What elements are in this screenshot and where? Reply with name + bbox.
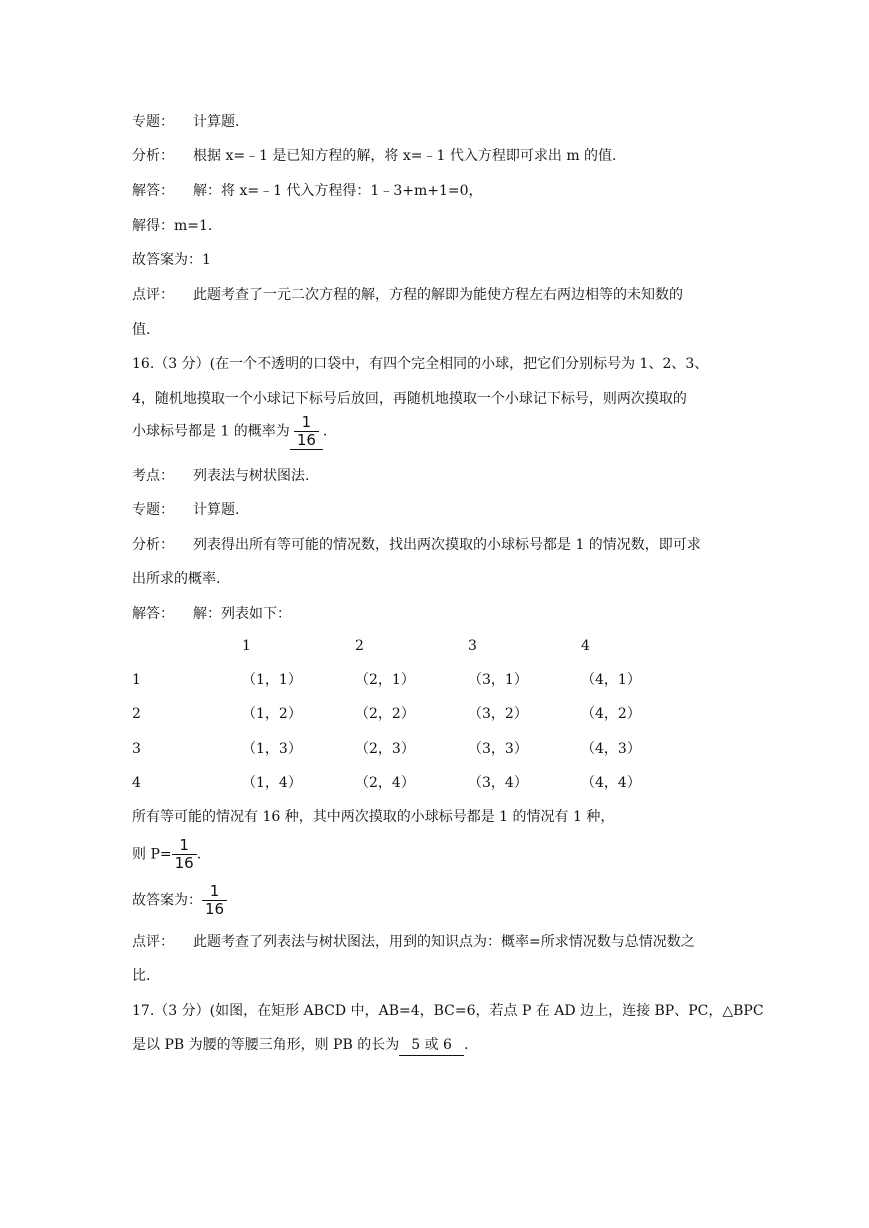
fraction-numerator: 1 (179, 836, 189, 854)
q16-summary-line: 所有等可能的情况有 16 种，其中两次摸取的小球标号都是 1 的情况有 1 种， (132, 809, 615, 825)
answer-blank (290, 414, 323, 450)
table-cell: （4，3） (581, 741, 641, 757)
table-cell: （4，4） (581, 775, 641, 791)
comment-label: 点评： (132, 287, 174, 303)
q16-topic-line (132, 500, 239, 520)
q15-topic-line (132, 112, 239, 132)
q17-stem-end: . (463, 1037, 469, 1053)
table-cell: （2，3） (355, 741, 415, 757)
q16-stem-line-3 (132, 414, 327, 450)
table-cell: （3，3） (468, 741, 528, 757)
fraction-numerator: 1 (209, 882, 220, 900)
comment-text: 此题考查了一元二次方程的解，方程的解即为能使方程左右两边相等的未知数的 (193, 287, 683, 303)
analysis-text: 根据 x=﹣1 是已知方程的解，将 x=﹣1 代入方程即可求出 m 的值. (193, 148, 617, 164)
table-cell: （3，4） (468, 775, 528, 791)
table-cell: （3，2） (468, 706, 528, 722)
topic-label: 专题： (132, 502, 174, 518)
answer-blank: 5 或 6 (399, 1035, 464, 1056)
table-row-label: 1 (132, 672, 141, 688)
answer-prefix: 故答案为： (132, 892, 202, 909)
q15-answer-line: 故答案为：1 (132, 252, 211, 268)
comment-text: 此题考查了列表法与树状图法，用到的知识点为：概率=所求情况数与总情况数之 (193, 934, 695, 950)
analysis-text: 列表得出所有等可能的情况数，找出两次摸取的小球标号都是 1 的情况数，即可求 (193, 537, 701, 553)
table-row-label: 3 (132, 741, 141, 757)
table-cell: （4，1） (581, 672, 641, 688)
table-cell: （2，1） (355, 672, 415, 688)
table-header-cell: 2 (355, 638, 364, 654)
q16-stem-line-2: 4，随机地摸取一个小球记下标号后放回，再随机地摸取一个小球记下标号，则两次摸取的 (132, 391, 687, 407)
solution-text: 解：将 x=﹣1 代入方程得：1﹣3+m+1=0， (193, 183, 483, 199)
point-text: 列表法与树状图法. (193, 468, 310, 484)
q16-stem-line-1: 16.（3 分）(在一个不透明的口袋中，有四个完全相同的小球，把它们分别标号为 1、2、3、 (132, 356, 709, 372)
comment-label: 点评： (132, 934, 174, 950)
q16-solution-line (132, 604, 291, 624)
fraction-numerator: 1 (301, 413, 312, 431)
q15-comment-line-2: 值. (132, 322, 151, 338)
table-cell: （1，4） (242, 775, 302, 791)
q17-stem-text: 是以 PB 为腰的等腰三角形，则 PB 的长为 (132, 1037, 400, 1053)
point-label: 考点： (132, 468, 174, 484)
q17-stem-line-2 (132, 1035, 468, 1056)
probability-prefix: 则 P= (132, 846, 172, 863)
table-row-label: 4 (132, 775, 141, 791)
q15-solution-line (132, 181, 483, 201)
answer-fraction (294, 414, 319, 449)
topic-text: 计算题. (193, 502, 240, 518)
fraction-denominator: 16 (294, 431, 319, 449)
table-cell: （1，2） (242, 706, 302, 722)
analysis-label: 分析： (132, 148, 174, 164)
q16-analysis-line (132, 535, 701, 555)
fraction-denominator: 16 (202, 900, 227, 918)
solution-text: 解：列表如下： (193, 606, 291, 622)
topic-text: 计算题. (193, 114, 240, 130)
table-cell: （2，2） (355, 706, 415, 722)
probability-end: . (196, 846, 202, 863)
analysis-label: 分析： (132, 537, 174, 553)
table-header-cell: 4 (581, 638, 590, 654)
answer-fraction (202, 883, 227, 918)
q16-stem-end: . (322, 423, 328, 440)
solution-label: 解答： (132, 606, 174, 622)
q16-point-line (132, 466, 309, 486)
table-header-cell: 1 (242, 638, 251, 654)
table-cell: （4，2） (581, 706, 641, 722)
q16-probability-line (132, 837, 201, 872)
table-cell: （1，1） (242, 672, 302, 688)
q16-answer-line (132, 883, 227, 918)
fraction-denominator: 16 (172, 854, 197, 872)
q16-stem-text: 小球标号都是 1 的概率为 (132, 423, 290, 440)
table-header-cell: 3 (468, 638, 477, 654)
q16-analysis-line-2: 出所求的概率. (132, 571, 221, 587)
topic-label: 专题： (132, 114, 174, 130)
q15-analysis-line (132, 146, 617, 166)
q17-stem-line-1: 17.（3 分）(如图，在矩形 ABCD 中，AB=4，BC=6，若点 P 在 AD 边上，连接 BP、PC，△BPC (132, 1003, 764, 1019)
table-cell: （2，4） (355, 775, 415, 791)
table-row-label: 2 (132, 706, 141, 722)
probability-fraction (172, 837, 197, 872)
table-cell: （1，3） (242, 741, 302, 757)
q16-comment-line (132, 932, 695, 952)
table-cell: （3，1） (468, 672, 528, 688)
solution-label: 解答： (132, 183, 174, 199)
q15-solved-line: 解得：m=1. (132, 218, 213, 234)
q16-comment-line-2: 比. (132, 968, 151, 984)
q15-comment-line (132, 285, 683, 305)
